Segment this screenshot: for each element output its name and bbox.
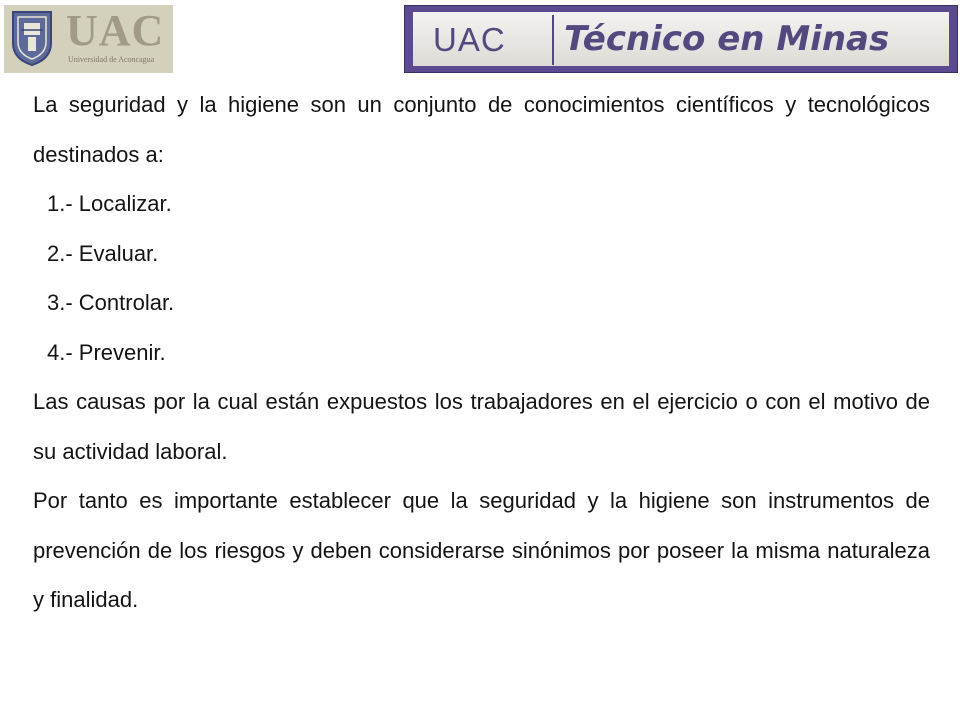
intro-paragraph: La seguridad y la higiene son un conjunto de conocimientos científicos y tecnológicos destinados a:	[33, 92, 930, 167]
list-item: 3.- Controlar.	[47, 290, 175, 315]
logo-acronym: UAC	[66, 6, 165, 55]
conclusion-paragraph: Por tanto es importante establecer que la seguridad y la higiene son instrumentos de prevención de los riesgos y deben considerarse sinónimos por poseer la misma naturaleza y finalidad.	[33, 488, 930, 612]
banner-title: Técnico en Minas	[564, 19, 890, 59]
uac-logo	[4, 5, 173, 73]
logo-subtitle: Universidad de Aconcagua	[68, 55, 155, 64]
steps-list	[33, 179, 930, 377]
course-banner	[404, 5, 958, 73]
slide-content	[33, 80, 930, 625]
causes-paragraph: Las causas por la cual están expuestos los trabajadores en el ejercicio o con el motivo de su actividad laboral.	[33, 389, 930, 464]
banner-divider	[552, 15, 554, 65]
list-item: 4.- Prevenir.	[47, 339, 166, 365]
banner-acronym: UAC	[433, 21, 506, 58]
list-item: 1.- Localizar.	[47, 191, 172, 216]
university-shield-icon	[10, 9, 54, 67]
banner-panel	[413, 12, 949, 66]
list-item: 2.- Evaluar.	[47, 240, 159, 266]
